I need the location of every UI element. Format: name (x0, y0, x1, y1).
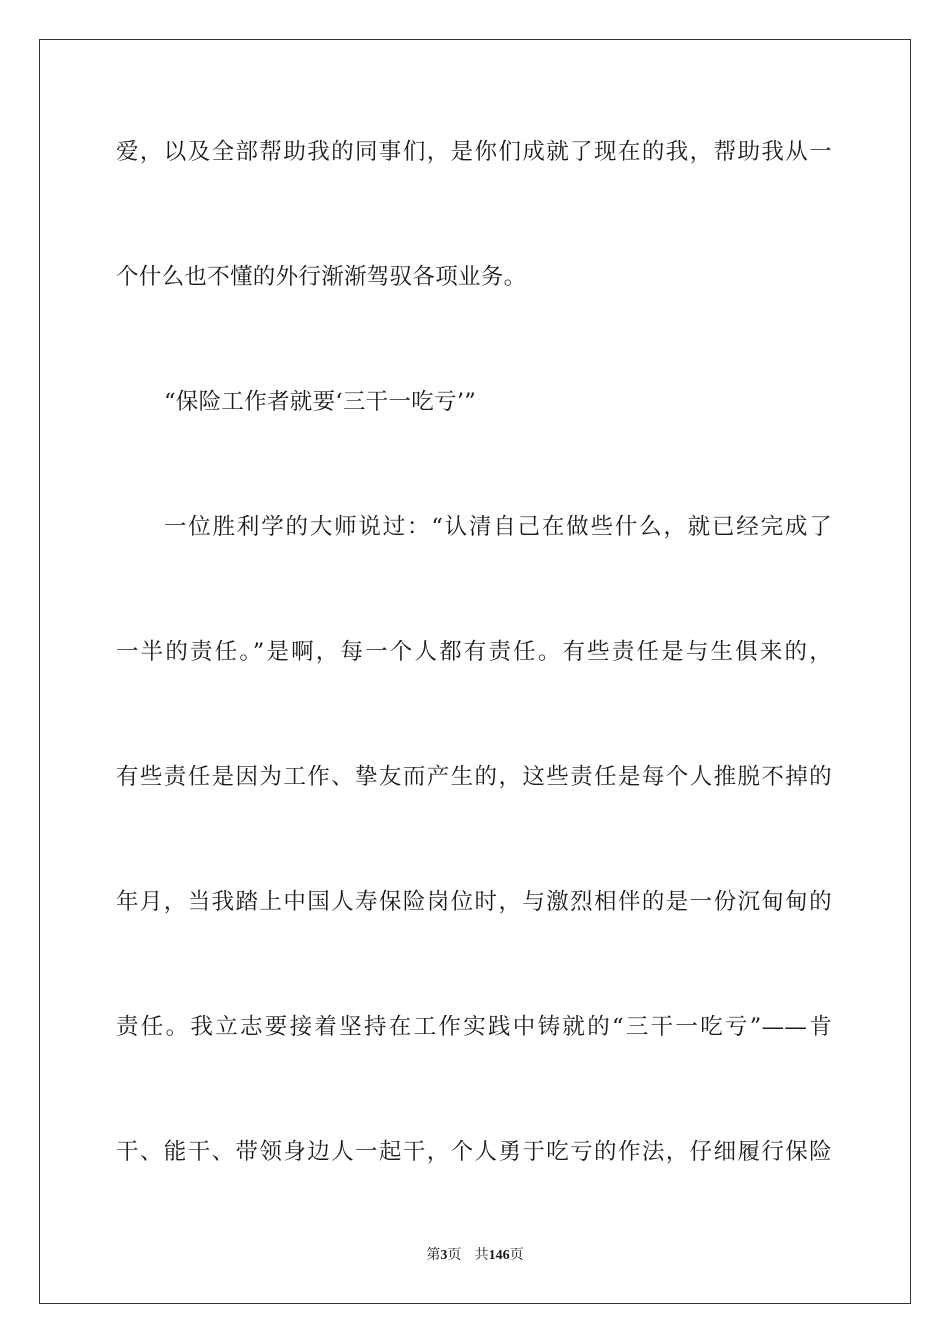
body-line-7: 年月，当我踏上中国人寿保险岗位时，与激烈相伴的是一份沉甸甸的 (116, 889, 832, 915)
page-unit: 页 (447, 1247, 462, 1263)
body-line-6: 有些责任是因为工作、挚友而产生的，这些责任是每个人推脱不掉的 (116, 764, 832, 790)
total-prefix: 共 (474, 1247, 489, 1263)
page-number: 3 (440, 1248, 448, 1263)
total-pages: 146 (488, 1248, 510, 1263)
page-prefix: 第 (426, 1247, 441, 1263)
page-border (39, 39, 911, 1304)
total-unit: 页 (509, 1247, 524, 1263)
body-line-5: 一半的责任。”是啊，每一个人都有责任。有些责任是与生俱来的， (116, 639, 832, 665)
body-line-1: 爱，以及全部帮助我的同事们，是你们成就了现在的我，帮助我从一 (116, 139, 832, 165)
body-line-9: 干、能干、带领身边人一起干，个人勇于吃亏的作法，仔细履行保险 (116, 1139, 832, 1165)
section-heading: “保险工作者就要‘三干一吃亏’” (164, 389, 477, 415)
body-line-2: 个什么也不懂的外行渐渐驾驭各项业务。 (116, 264, 527, 290)
page-footer (0, 1245, 950, 1266)
body-line-8: 责任。我立志要接着坚持在工作实践中铸就的“三干一吃亏”——肯 (116, 1014, 832, 1040)
body-line-4: 一位胜利学的大师说过：“认清自己在做些什么，就已经完成了 (164, 514, 832, 540)
